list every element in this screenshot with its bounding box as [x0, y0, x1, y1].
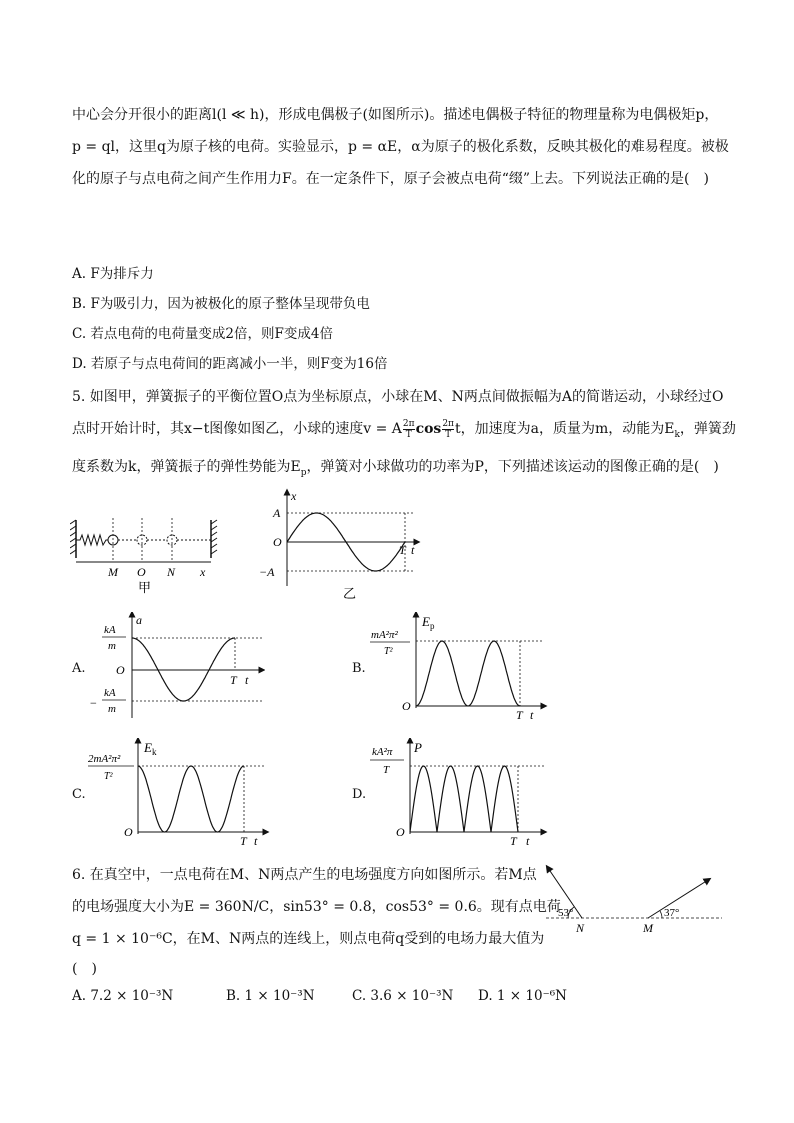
c-curve [138, 766, 244, 832]
c-y-axis: E [144, 740, 152, 755]
yi-origin: O [273, 535, 282, 549]
q4-option-b[interactable]: B. F为吸引力，因为被极化的原子整体呈现带负电 [72, 296, 370, 312]
a-top-num: kA [104, 624, 116, 636]
q5-option-b-graph[interactable] [368, 612, 548, 724]
q6-figure [538, 862, 728, 938]
q4-line-2: p = ql，这里q为原子核的电荷。实验显示，p = αE，α为原子的极化系数，反映其极化的难易程度。被极 [72, 139, 729, 155]
q6-line-1: 6. 在真空中，一点电荷在M、N两点产生的电场强度方向如图所示。若M点 [72, 867, 537, 883]
caption-jia: 甲 [138, 580, 152, 595]
d-top-num: kA²π [372, 746, 393, 758]
c-top-num: 2mA²π² [88, 753, 121, 765]
q5-line3-end: ，弹簧对小球做功的功率为P，下列描述该运动的图像正确的是( ) [306, 459, 719, 475]
a-origin: O [116, 663, 125, 677]
q6-line-3: q = 1 × 10⁻⁶C，在M、N两点的连线上，则点电荷q受到的电场力最大值为 [72, 931, 545, 947]
q5-option-a-label[interactable]: A. [72, 661, 86, 676]
q5-frac2-den: T [445, 429, 452, 440]
c-x-axis: t [254, 834, 258, 848]
b-top-num: mA²π² [371, 629, 398, 641]
angle-m: 37° [664, 907, 680, 919]
q5-option-c-label[interactable]: C. [72, 787, 86, 802]
q5-frac-1 [403, 419, 415, 440]
q6-line-2: 的电场强度大小为E = 360N/C，sin53° = 0.8，cos53° = 0.6。现有点电荷 [72, 899, 561, 915]
caption-yi: 乙 [343, 586, 357, 600]
d-curve [410, 766, 518, 832]
a-y-axis: a [136, 613, 142, 627]
d-x-axis: t [526, 834, 530, 848]
b-x-axis: t [530, 708, 534, 722]
q6-line-4: ( ) [72, 961, 97, 977]
figure-yi [255, 488, 425, 600]
q5-frac2-num: 2π [442, 418, 454, 429]
q4-line-1: 中心会分开很小的距离l(l ≪ h)，形成电偶极子(如图所示)。描述电偶极子特征的物理量称为电偶极矩p， [72, 107, 719, 123]
a-x-axis: t [245, 673, 249, 687]
q4-option-d[interactable]: D. 若原子与点电荷间的距离减小一半，则F变为16倍 [72, 356, 388, 372]
b-y-axis: E [422, 614, 430, 629]
yi-x-axis: t [411, 543, 415, 557]
a-x-end: T [230, 673, 237, 687]
q5-line-1: 5. 如图甲，弹簧振子的平衡位置O点为坐标原点，小球在M、N两点间做振幅为A的简谐运动，小球经过O [72, 389, 724, 405]
figure-jia [70, 510, 220, 595]
q5-line3-sub: p [300, 467, 307, 478]
yi-x-end: T [399, 543, 406, 557]
yi-y-bottom: −A [259, 565, 275, 579]
a-top-den: m [108, 640, 116, 652]
q5-frac1-den: T [405, 429, 412, 440]
label-x: x [200, 565, 206, 579]
a-bot-sign: − [90, 696, 97, 710]
label-o: O [137, 565, 146, 579]
label-n: N [167, 565, 176, 579]
q6-option-a[interactable]: A. 7.2 × 10⁻³N [72, 988, 174, 1004]
a-bot-den: m [108, 703, 116, 715]
angle-n: 53° [558, 907, 574, 919]
q5-option-b-label[interactable]: B. [352, 661, 366, 676]
q5-frac-2 [442, 419, 454, 440]
c-origin: O [124, 825, 133, 839]
yi-y-axis: x [291, 489, 297, 503]
q5-line2-sub: k [674, 429, 680, 440]
q5-option-a-graph[interactable] [90, 612, 265, 720]
q4-line-3: 化的原子与点电荷之间产生作用力F。在一定条件下，原子会被点电荷“缀”上去。下列说法正确的是( ) [72, 171, 709, 187]
q5-option-d-graph[interactable] [368, 738, 548, 850]
q4-option-c[interactable]: C. 若点电荷的电荷量变成2倍，则F变成4倍 [72, 326, 333, 342]
b-y-sub: p [430, 621, 435, 631]
c-y-sub: k [152, 747, 157, 757]
d-y-axis: P [414, 740, 422, 755]
q6-option-c[interactable]: C. 3.6 × 10⁻³N [352, 988, 454, 1004]
yi-y-top: A [273, 506, 281, 520]
q5-line2-c: t，加速度为a，质量为m，动能为E [454, 421, 675, 437]
b-top-den: T² [384, 646, 393, 657]
q5-line2-d: ，弹簧劲 [679, 421, 736, 437]
label-m: M [108, 565, 118, 579]
q6-option-d[interactable]: D. 1 × 10⁻⁶N [478, 988, 567, 1004]
c-x-end: T [240, 834, 247, 848]
q5-frac1-num: 2π [402, 418, 415, 429]
c-top-den: T² [104, 771, 113, 782]
q4-option-a[interactable]: A. F为排斥力 [72, 266, 154, 282]
d-origin: O [396, 825, 405, 839]
q5-option-d-label[interactable]: D. [352, 787, 367, 802]
b-x-end: T [516, 708, 523, 722]
q5-line2-a: 点时开始计时，其x−t图像如图乙，小球的速度v = A [72, 421, 402, 437]
b-curve [416, 641, 520, 706]
q5-line2-cos: cos [415, 421, 442, 437]
d-top-den: T [383, 764, 390, 776]
a-bot-num: kA [104, 687, 116, 699]
point-n: N [576, 921, 585, 935]
b-origin: O [402, 699, 411, 713]
q6-option-b[interactable]: B. 1 × 10⁻³N [226, 988, 315, 1004]
q5-line-2 [72, 418, 736, 440]
q5-line-3 [72, 456, 719, 478]
point-m: M [643, 921, 653, 935]
q5-line3-a: 度系数为k，弹簧振子的弹性势能为E [72, 459, 301, 475]
d-x-end: T [510, 834, 517, 848]
q5-option-c-graph[interactable] [86, 738, 270, 850]
